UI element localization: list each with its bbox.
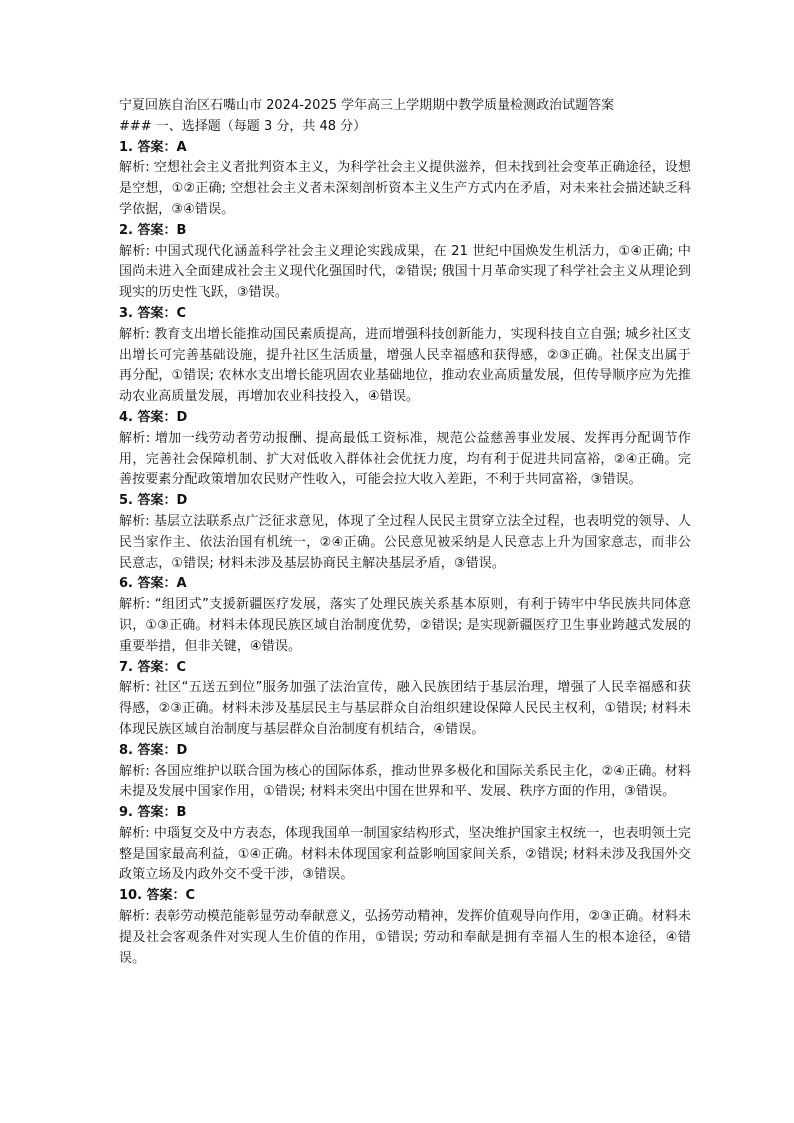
question-8 [119, 741, 691, 803]
question-10 [119, 886, 691, 969]
section-heading: ### 一、选择题（每题 3 分，共 48 分） [119, 118, 367, 134]
answer-line: 2. 答案：B [119, 222, 187, 238]
analysis-text: 解析: 各国应维护以联合国为核心的国际体系，推动世界多极化和国际关系民主化，②④正确。材料未提及发展中国家作用，①错误; 材料未突出中国在世界和平、发展、秩序方面的作用，③错误。 [119, 763, 691, 800]
answer-line: 9. 答案：B [119, 805, 187, 821]
analysis-text: 解析: 空想社会主义者批判资本主义，为科学社会主义提供滋养，但未找到社会变革正确途径，设想是空想，①②正确; 空想社会主义者未深刻剖析资本主义生产方式内在矛盾，对未来社会描述缺乏科学依据，③④错误。 [119, 160, 691, 217]
question-5 [119, 491, 691, 574]
question-2 [119, 221, 691, 304]
answer-line: 6. 答案：A [119, 576, 187, 592]
analysis-text: 解析: 表彰劳动模范能彰显劳动奉献意义，弘扬劳动精神，发挥价值观导向作用，②③正确。材料未提及社会客观条件对实现人生价值的作用，①错误; 劳动和奉献是拥有幸福人生的根本途径，④错误。 [119, 909, 691, 966]
analysis-text: 解析: “组团式”支援新疆医疗发展，落实了处理民族关系基本原则，有利于铸牢中华民族共同体意识，①③正确。材料未体现民族区域自治制度优势，②错误; 是实现新疆医疗卫生事业跨越式发展的重要举措，但非关键，④错误。 [119, 597, 691, 654]
analysis-text: 解析: 增加一线劳动者劳动报酬、提高最低工资标准，规范公益慈善事业发展、发挥再分配调节作用，完善社会保障机制、扩大对低收入群体社会优抚力度，均有利于促进共同富裕，②④正确。完善按要素分配政策增加农民财产性收入，可能会拉大收入差距，不利于共同富裕，③错误。 [119, 430, 691, 488]
question-9 [119, 803, 691, 886]
analysis-text: 解析: 中国式现代化涵盖科学社会主义理论实践成果，在 21 世纪中国焕发生机活力，①④正确; 中国尚未进入全面建成社会主义现代化强国时代，②错误; 俄国十月革命实现了科学社会主义从理论到现实的历史性飞跃，③错误。 [119, 243, 691, 301]
question-4 [119, 408, 691, 491]
answer-line: 5. 答案：D [119, 493, 188, 509]
answer-document [119, 96, 691, 969]
answer-line: 10. 答案：C [119, 888, 196, 904]
answer-line: 7. 答案：C [119, 659, 187, 675]
document-title: 宁夏回族自治区石嘴山市 2024-2025 学年高三上学期期中教学质量检测政治试题答案 [119, 98, 615, 113]
analysis-text: 解析: 中瑙复交及中方表态，体现我国单一制国家结构形式，坚决维护国家主权统一，也表明领土完整是国家最高利益，①④正确。材料未体现国家利益影响国家间关系，②错误; 材料未涉及我国外交政策立场及内政外交不受干涉，③错误。 [119, 825, 691, 883]
answer-line: 3. 答案：C [119, 305, 187, 321]
analysis-text: 解析: 教育支出增长能推动国民素质提高，进而增强科技创新能力，实现科技自立自强; 城乡社区支出增长可完善基础设施，提升社区生活质量，增强人民幸福感和获得感，②③正确。社保支出属于再分配，①错误; 农林水支出增长能巩固农业基础地位，推动农业高质量发展，但传导顺序应为先推动农业高质量发展，再增加农业科技投入，④错误。 [119, 326, 691, 405]
answer-line: 4. 答案：D [119, 409, 188, 425]
analysis-text: 解析: 基层立法联系点广泛征求意见，体现了全过程人民民主贯穿立法全过程，也表明党的领导、人民当家作主、依法治国有机统一，②④正确。公民意见被采纳是人民意志上升为国家意志，而非公民意志，①错误; 材料未涉及基层协商民主解决基层矛盾，③错误。 [119, 513, 691, 571]
answer-line: 1. 答案：A [119, 139, 187, 155]
question-7 [119, 658, 691, 741]
answer-line: 8. 答案：D [119, 742, 188, 758]
question-6 [119, 574, 691, 657]
analysis-text: 解析: 社区“五送五到位”服务加强了法治宣传，融入民族团结于基层治理，增强了人民幸福感和获得感，②③正确。材料未涉及基层民主与基层群众自治组织建设保障人民民主权利，①错误; 材料未体现民族区域自治制度与基层群众自治制度有机结合，④错误。 [119, 680, 691, 737]
question-3 [119, 304, 691, 408]
question-1 [119, 138, 691, 221]
